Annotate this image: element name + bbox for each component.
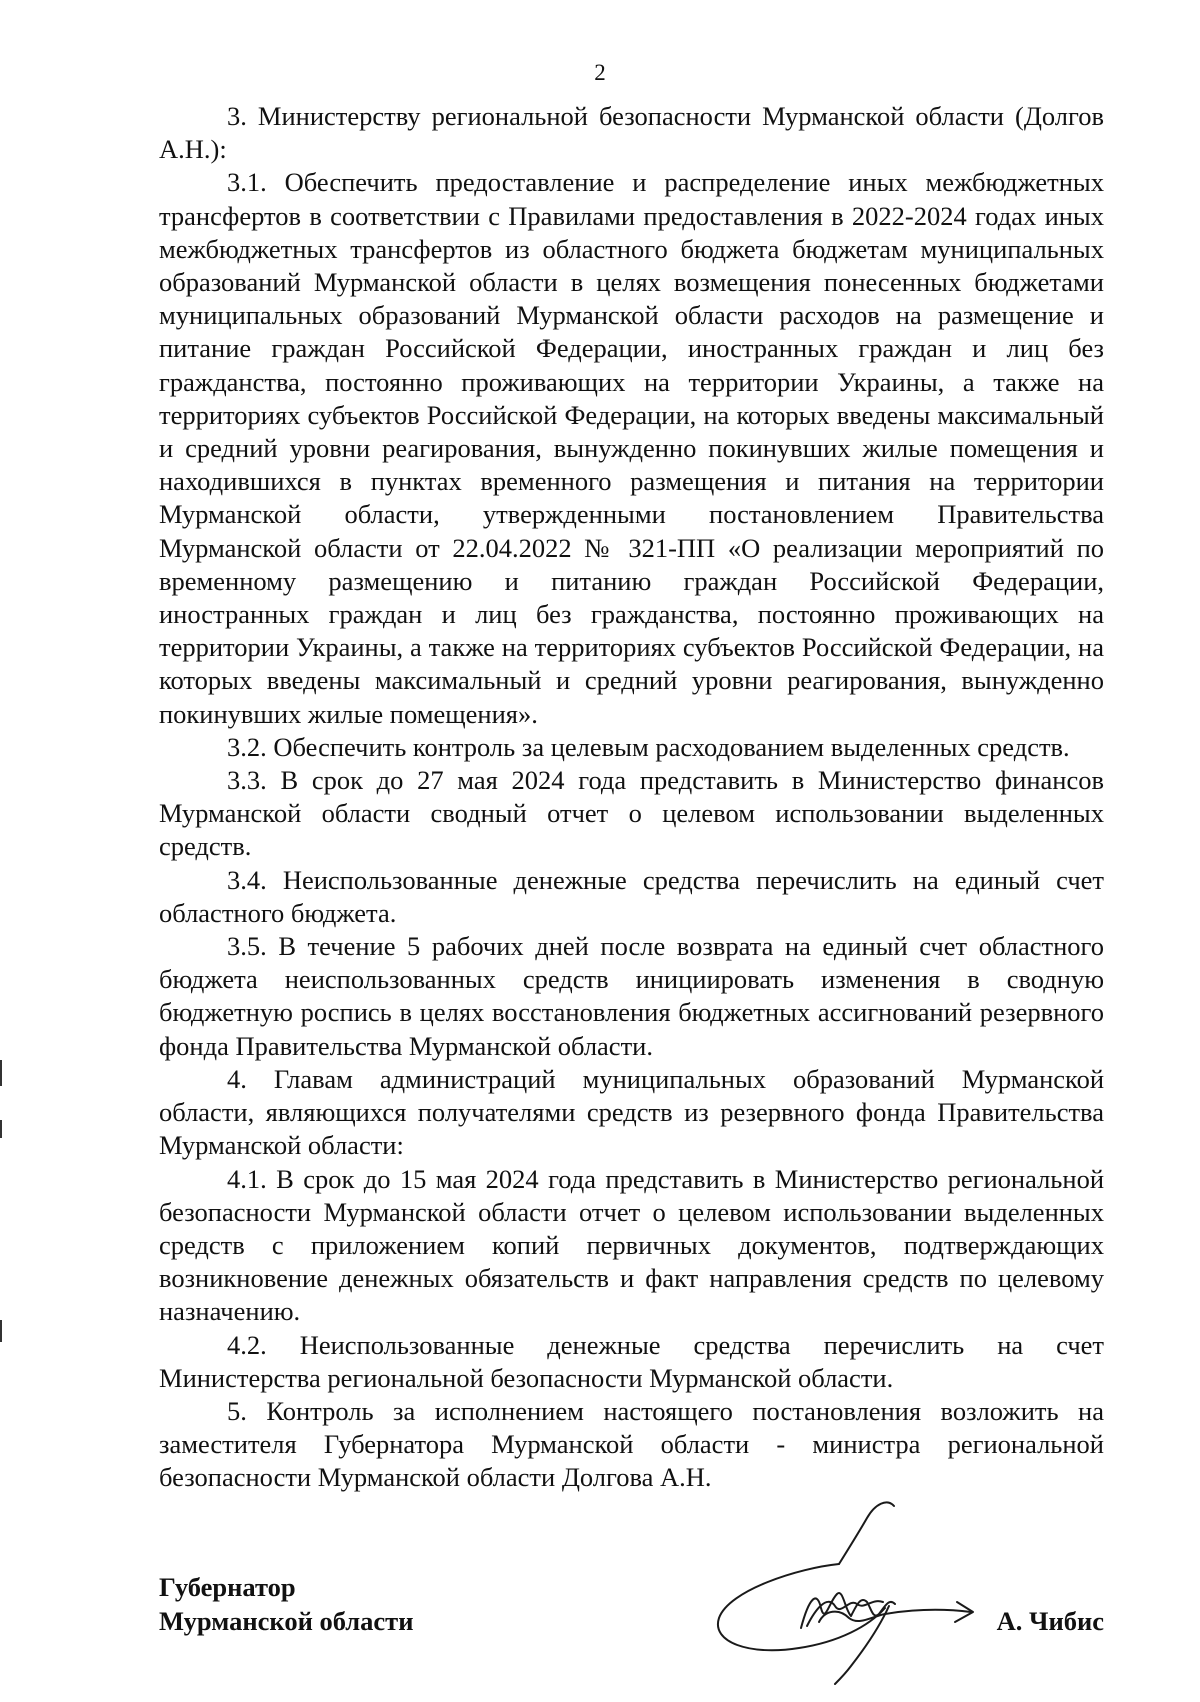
- paragraph-3-5: 3.5. В течение 5 рабочих дней после возврата на единый счет областного бюджета неиспользованных средств инициировать изменения в сводную бюджетную роспись в целях восстановления бюджетных ассигнований резервного фонда Правительства Мурманской области.: [159, 931, 1104, 1061]
- scan-edge-mark: [0, 1120, 2, 1138]
- signer-title: [159, 1570, 413, 1638]
- page-number: 2: [594, 60, 606, 85]
- paragraph-5: 5. Контроль за исполнением настоящего постановления возложить на заместителя Губернатора Мурманской области - министра региональной безопасности Мурманской области Долгова А.Н.: [159, 1395, 1104, 1493]
- scan-edge-mark: [0, 1320, 2, 1342]
- handwritten-signature: [689, 1498, 979, 1688]
- signature-block: [159, 1570, 1104, 1690]
- signer-title-line-2: Мурманской области: [159, 1606, 414, 1636]
- paragraph-3-4: 3.4. Неиспользованные денежные средства перечислить на единый счет областного бюджета.: [159, 864, 1104, 928]
- paragraph-4-2: 4.2. Неиспользованные денежные средства перечислить на счет Министерства региональной безопасности Мурманской области.: [159, 1329, 1104, 1393]
- paragraph-3-3: 3.3. В срок до 27 мая 2024 года представить в Министерство финансов Мурманской области сводный отчет о целевом использовании выделенных средств.: [159, 765, 1104, 862]
- scan-edge-mark: [0, 1060, 2, 1086]
- paragraph-3: 3. Министерству региональной безопасности Мурманской области (Долгов А.Н.):: [159, 101, 1104, 165]
- paragraph-4-1: 4.1. В срок до 15 мая 2024 года представить в Министерство региональной безопасности Мурманской области отчет о целевом использовании выделенных средств с приложением копий первичных документов, подтверждающих возникновение денежных обязательств и факт направления средств по целевому назначению.: [159, 1163, 1104, 1327]
- paragraph-3-2: 3.2. Обеспечить контроль за целевым расходованием выделенных средств.: [227, 731, 1070, 762]
- signer-title-line-1: Губернатор: [159, 1572, 296, 1602]
- signer-name: А. Чибис: [996, 1606, 1104, 1636]
- paragraph-3-1: 3.1. Обеспечить предоставление и распределение иных межбюджетных трансфертов в соответствии с Правилами предоставления в 2022-2024 годах иных межбюджетных трансфертов из областного бюджета бюджетам муниципальных образований Мурманской области в целях возмещения понесенных бюджетами муниципальных образований Мурманской области расходов на размещение и питание граждан Российской Федерации, иностранных граждан и лиц без гражданства, постоянно проживающих на территории Украины, а также на территориях субъектов Российской Федерации, на которых введены максимальный и средний уровни реагирования, вынужденно покинувших жилые помещения и находившихся в пунктах временного размещения и питания на территории Мурманской области, утвержденными постановлением Правительства Мурманской области от 22.04.2022 № 321-ПП «О реализации мероприятий по временному размещению и питанию граждан Российской Федерации, иностранных граждан и лиц без гражданства, постоянно проживающих на территории Украины, а также на территориях субъектов Российской Федерации, на которых введены максимальный и средний уровни реагирования, вынужденно покинувших жилые помещения».: [159, 167, 1104, 729]
- paragraph-4: 4. Главам администраций муниципальных образований Мурманской области, являющихся получателями средств из резервного фонда Правительства Мурманской области:: [159, 1063, 1104, 1161]
- document-body: [159, 100, 1104, 1495]
